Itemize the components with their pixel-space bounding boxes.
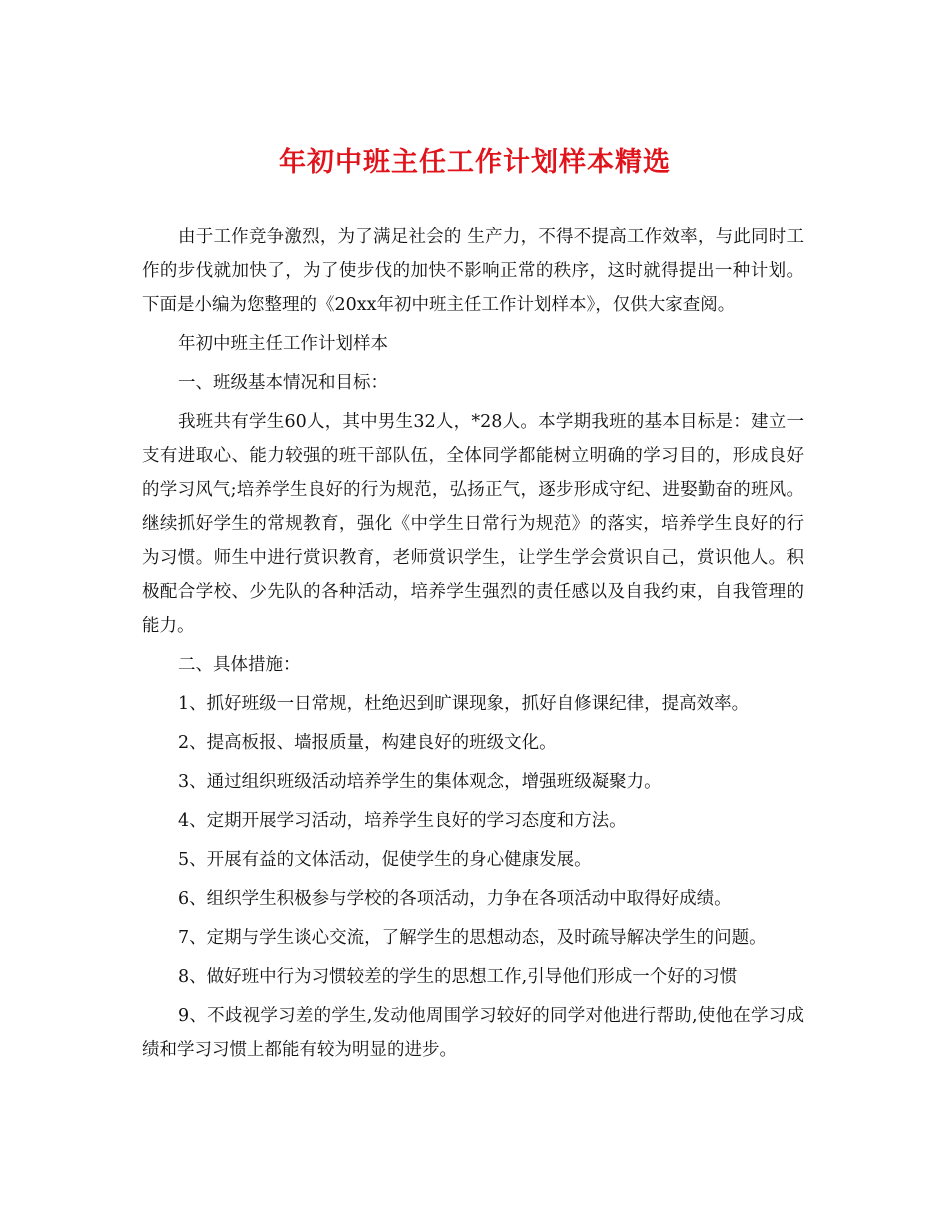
section-heading-1: 一、班级基本情况和目标： xyxy=(178,373,388,393)
measure-item-7: 7、定期与学生谈心交流，了解学生的思想动态，及时疏导解决学生的问题。 xyxy=(178,928,767,948)
document-title: 年初中班主任工作计划样本精选 xyxy=(279,147,671,178)
measure-item-6: 6、组织学生积极参与学校的各项活动，力争在各项活动中取得好成绩。 xyxy=(178,889,732,909)
measure-item-3: 3、通过组织班级活动培养学生的集体观念，增强班级凝聚力。 xyxy=(178,772,662,792)
document-body xyxy=(142,220,804,1072)
measure-item-9: 9、不歧视学习差的学生,发动他周围学习较好的同学对他进行帮助,使他在学习成绩和学习习惯上都能有较为明显的进步。 xyxy=(142,1006,804,1060)
measure-item-5: 5、开展有益的文体活动，促使学生的身心健康发展。 xyxy=(178,850,592,870)
measure-item-4: 4、定期开展学习活动，培养学生良好的学习态度和方法。 xyxy=(178,811,627,831)
intro-paragraph: 由于工作竞争激烈，为了满足社会的 生产力，不得不提高工作效率，与此同时工作的步伐就加快了，为了使步伐的加快不影响正常的秩序，这时就得提出一种计划。下面是小编为您整理的《20xx年初中班主任工作计划样本》，仅供大家查阅。 xyxy=(142,227,804,315)
section-heading-2: 二、具体措施： xyxy=(178,655,301,675)
measure-item-2: 2、提高板报、墙报质量，构建良好的班级文化。 xyxy=(178,733,557,753)
measure-item-8: 8、做好班中行为习惯较差的学生的思想工作,引导他们形成一个好的习惯 xyxy=(178,967,738,987)
subtitle-paragraph: 年初中班主任工作计划样本 xyxy=(178,334,388,354)
measure-item-1: 1、抓好班级一日常规，杜绝迟到旷课现象，抓好自修课纪律，提高效率。 xyxy=(178,694,750,714)
class-situation-paragraph: 我班共有学生60人，其中男生32人，*28人。本学期我班的基本目标是：建立一支有进取心、能力较强的班干部队伍，全体同学都能树立明确的学习目的，形成良好的学习风气;培养学生良好的行为规范，弘扬正气，逐步形成守纪、进娶勤奋的班风。继续抓好学生的常规教育，强化《中学生日常行为规范》的落实，培养学生良好的行为习惯。师生中进行赏识教育，老师赏识学生，让学生学会赏识自己，赏识他人。积极配合学校、少先队的各种活动，培养学生强烈的责任感以及自我约束，自我管理的能力。 xyxy=(142,412,804,636)
